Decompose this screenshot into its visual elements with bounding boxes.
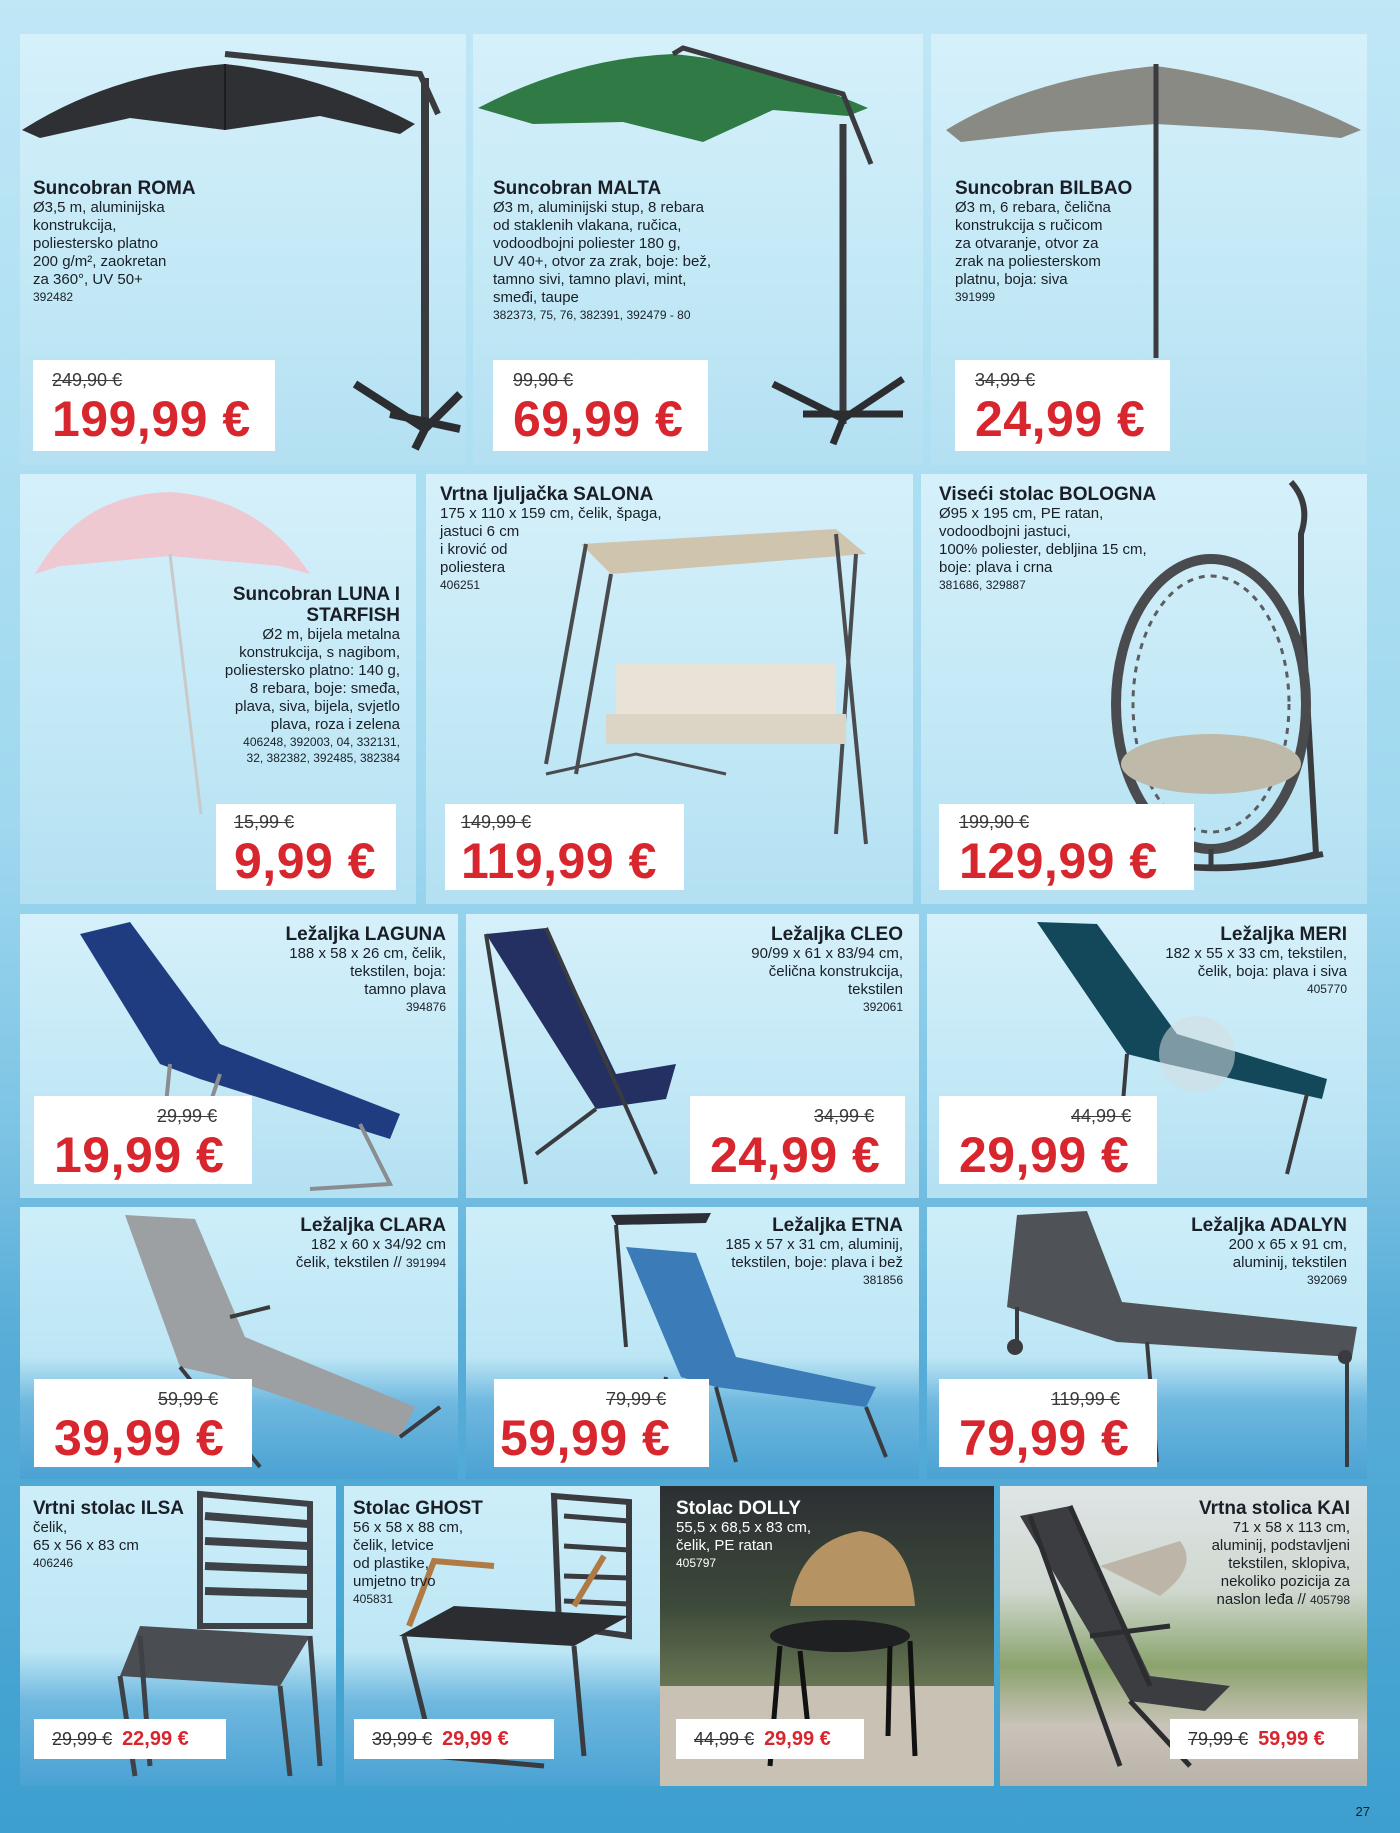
product-title: Suncobran ROMA <box>33 178 196 199</box>
product-card-bologna[interactable] <box>921 474 1367 904</box>
info-adalyn <box>1191 1215 1347 1288</box>
desc-line: 188 x 58 x 26 cm, čelik, <box>289 945 446 962</box>
old-price: 79,99 € <box>1188 1728 1249 1749</box>
info-ilsa <box>33 1498 184 1571</box>
desc-line: nekoliko pozicija za <box>1220 1573 1350 1590</box>
product-title: Suncobran BILBAO <box>955 178 1133 199</box>
info-etna <box>725 1215 903 1288</box>
product-title: STARFISH <box>306 605 400 626</box>
product-card-meri[interactable] <box>927 914 1367 1198</box>
desc-line: 182 x 60 x 34/92 cm <box>310 1236 446 1253</box>
old-price: 29,99 € <box>52 1728 113 1749</box>
new-price: 29,99 € <box>959 1127 1130 1183</box>
price-box <box>34 1096 252 1184</box>
desc-line: čelik, <box>33 1519 68 1536</box>
info-malta <box>493 178 711 323</box>
price-box <box>939 804 1194 890</box>
desc-line: boje: plava i crna <box>939 559 1053 576</box>
desc-line: čelik, letvice <box>353 1537 434 1554</box>
new-price: 119,99 € <box>461 833 657 889</box>
product-card-salona[interactable] <box>426 474 913 904</box>
product-card-etna[interactable] <box>466 1207 919 1479</box>
desc-line: 65 x 56 x 83 cm <box>33 1537 139 1554</box>
old-price: 15,99 € <box>234 812 295 832</box>
new-price: 199,99 € <box>52 391 251 447</box>
desc-text: naslon leđa // <box>1216 1591 1310 1608</box>
desc-line: 90/99 x 61 x 83/94 cm, <box>751 945 903 962</box>
product-code: 405831 <box>353 1592 394 1606</box>
desc-line: od staklenih vlakana, ručica, <box>493 217 682 234</box>
desc-line: smeđi, taupe <box>493 289 579 306</box>
price-box <box>955 360 1170 451</box>
product-card-cleo[interactable] <box>466 914 919 1198</box>
desc-line: 185 x 57 x 31 cm, aluminij, <box>725 1236 903 1253</box>
old-price: 44,99 € <box>694 1728 755 1749</box>
desc-line: čelična konstrukcija, <box>768 963 903 980</box>
desc-line: poliestera <box>440 559 506 576</box>
desc-line: jastuci 6 cm <box>440 523 520 540</box>
product-card-dolly[interactable] <box>660 1486 994 1786</box>
product-card-roma[interactable] <box>20 34 466 465</box>
desc-line: plava, siva, bijela, svjetlo <box>234 698 400 715</box>
desc-line: 200 x 65 x 91 cm, <box>1228 1236 1347 1253</box>
page-number: 27 <box>1355 1804 1370 1819</box>
desc-line: konstrukcija, <box>33 217 117 234</box>
desc-line: poliestersko platno <box>33 235 159 252</box>
price-box <box>493 360 708 451</box>
old-price: 79,99 € <box>606 1389 667 1409</box>
new-price: 39,99 € <box>54 1410 225 1466</box>
product-title: Viseći stolac BOLOGNA <box>939 484 1157 505</box>
product-card-malta[interactable] <box>473 34 923 465</box>
info-luna <box>225 584 400 766</box>
product-title: Ležaljka ADALYN <box>1191 1215 1347 1236</box>
info-ghost <box>353 1498 483 1607</box>
product-title: Ležaljka LAGUNA <box>285 924 446 945</box>
product-title: Vrtna stolica KAI <box>1199 1498 1350 1519</box>
old-price: 39,99 € <box>372 1728 433 1749</box>
new-price: 59,99 € <box>1258 1727 1325 1750</box>
old-price: 99,90 € <box>513 370 574 390</box>
new-price: 24,99 € <box>975 391 1146 447</box>
desc-line: konstrukcija s ručicom <box>955 217 1103 234</box>
product-code: 381686, 329887 <box>939 578 1026 592</box>
desc-line: tekstilen, boje: plava i bež <box>731 1254 903 1271</box>
desc-line: čelik, PE ratan <box>676 1537 773 1554</box>
product-code: 405770 <box>1306 982 1347 996</box>
new-price: 29,99 € <box>442 1727 509 1750</box>
new-price: 19,99 € <box>54 1127 225 1183</box>
new-price: 9,99 € <box>234 833 377 889</box>
desc-text: čelik, tekstilen // <box>295 1254 406 1271</box>
new-price: 79,99 € <box>959 1410 1130 1466</box>
desc-line: tekstilen, sklopiva, <box>1228 1555 1350 1572</box>
price-box <box>939 1379 1157 1467</box>
product-title: Vrtna ljuljačka SALONA <box>440 484 654 505</box>
desc-line: tekstilen, boja: <box>350 963 446 980</box>
info-roma <box>33 178 196 305</box>
product-code: 406248, 392003, 04, 332131, <box>243 735 400 749</box>
desc-line: za 360°, UV 50+ <box>33 271 143 288</box>
desc-line: 55,5 x 68,5 x 83 cm, <box>676 1519 812 1536</box>
product-title: Suncobran LUNA I <box>232 584 400 605</box>
desc-line: od plastike, <box>353 1555 429 1572</box>
product-title: Stolac DOLLY <box>676 1498 801 1519</box>
product-code: 381856 <box>862 1273 903 1287</box>
product-card-ilsa[interactable] <box>20 1486 336 1786</box>
product-code: 32, 382382, 392485, 382384 <box>246 751 400 765</box>
product-card-bilbao[interactable] <box>931 34 1367 465</box>
product-title: Ležaljka ETNA <box>772 1215 903 1236</box>
desc-line: aluminij, podstavljeni <box>1211 1537 1350 1554</box>
new-price: 24,99 € <box>710 1127 881 1183</box>
desc-line: UV 40+, otvor za zrak, boje: bež, <box>493 253 712 270</box>
info-meri <box>1165 924 1347 997</box>
price-box <box>939 1096 1157 1184</box>
info-bilbao <box>955 178 1132 305</box>
old-price: 149,99 € <box>461 812 532 832</box>
price-box <box>445 804 684 890</box>
old-price: 119,99 € <box>1051 1389 1120 1409</box>
desc-line: i krović od <box>440 541 508 558</box>
product-title: Ležaljka CLEO <box>771 924 903 945</box>
price-box <box>494 1379 709 1467</box>
product-card-kai[interactable] <box>1000 1486 1367 1786</box>
desc-line: Ø2 m, bijela metalna <box>262 626 400 643</box>
price-box <box>33 360 275 451</box>
new-price: 69,99 € <box>513 391 684 447</box>
desc-line: zrak na poliesterskom <box>955 253 1101 270</box>
new-price: 129,99 € <box>959 833 1158 889</box>
new-price: 22,99 € <box>122 1727 189 1750</box>
price-bar <box>1170 1719 1358 1759</box>
product-code: 405798 <box>1309 1593 1350 1607</box>
desc-line <box>1199 1591 1350 1609</box>
product-code: 405797 <box>676 1556 717 1570</box>
product-title: Ležaljka MERI <box>1220 924 1347 945</box>
product-card-ghost[interactable] <box>344 1486 660 1786</box>
price-box <box>34 1379 252 1467</box>
info-clara <box>296 1215 446 1272</box>
product-code: 392482 <box>33 290 74 304</box>
desc-line: konstrukcija, s nagibom, <box>239 644 400 661</box>
desc-line: čelik, boja: plava i siva <box>1197 963 1347 980</box>
desc-line: 175 x 110 x 159 cm, čelik, špaga, <box>440 505 662 522</box>
product-code: 406251 <box>440 578 481 592</box>
old-price: 29,99 € <box>157 1106 218 1126</box>
product-code: 406246 <box>33 1556 74 1570</box>
old-price: 34,99 € <box>814 1106 875 1126</box>
product-code: 391999 <box>955 290 996 304</box>
product-code: 394876 <box>405 1000 446 1014</box>
desc-line: Ø3,5 m, aluminijska <box>33 199 165 216</box>
product-code: 392061 <box>862 1000 903 1014</box>
new-price: 29,99 € <box>764 1727 831 1750</box>
product-card-laguna[interactable] <box>20 914 458 1198</box>
price-bar <box>676 1719 864 1759</box>
info-dolly <box>676 1498 811 1571</box>
info-kai <box>1199 1498 1350 1609</box>
price-bar <box>34 1719 226 1759</box>
product-card-luna[interactable] <box>20 474 416 904</box>
desc-line: 182 x 55 x 33 cm, tekstilen, <box>1165 945 1347 962</box>
desc-line: Ø95 x 195 cm, PE ratan, <box>939 505 1104 522</box>
desc-line: za otvaranje, otvor za <box>955 235 1099 252</box>
product-title: Ležaljka CLARA <box>300 1215 446 1236</box>
desc-line <box>296 1254 446 1272</box>
info-cleo <box>751 924 903 1015</box>
info-laguna <box>286 924 446 1015</box>
desc-line: tamno sivi, tamno plavi, mint, <box>493 271 687 288</box>
product-card-clara[interactable] <box>20 1207 458 1479</box>
price-bar <box>354 1719 554 1759</box>
desc-line: 200 g/m², zaokretan <box>33 253 167 270</box>
old-price: 44,99 € <box>1071 1106 1132 1126</box>
price-box <box>690 1096 905 1184</box>
desc-line: Ø3 m, 6 rebara, čelična <box>955 199 1111 216</box>
desc-line: aluminij, tekstilen <box>1232 1254 1347 1271</box>
desc-line: platnu, boja: siva <box>955 271 1068 288</box>
desc-line: 71 x 58 x 113 cm, <box>1232 1519 1350 1536</box>
old-price: 59,99 € <box>158 1389 219 1409</box>
old-price: 34,99 € <box>975 370 1036 390</box>
desc-line: vodoodbojni poliester 180 g, <box>493 235 681 252</box>
desc-line: 8 rebara, boje: smeđa, <box>249 680 400 697</box>
old-price: 249,90 € <box>52 370 123 390</box>
product-code: 382373, 75, 76, 382391, 392479 - 80 <box>493 308 691 322</box>
desc-line: tekstilen <box>847 981 903 998</box>
desc-line: umjetno trvo <box>353 1573 436 1590</box>
old-price: 199,90 € <box>959 812 1030 832</box>
desc-line: 100% poliester, debljina 15 cm, <box>939 541 1147 558</box>
info-bologna <box>939 484 1156 593</box>
product-card-adalyn[interactable] <box>927 1207 1367 1479</box>
info-salona <box>440 484 662 593</box>
product-title: Suncobran MALTA <box>493 178 662 199</box>
desc-line: 56 x 58 x 88 cm, <box>353 1519 464 1536</box>
product-code: 392069 <box>1306 1273 1347 1287</box>
product-title: Stolac GHOST <box>353 1498 483 1519</box>
new-price: 59,99 € <box>500 1410 671 1466</box>
price-box <box>216 804 396 890</box>
product-code: 391994 <box>405 1256 446 1270</box>
desc-line: Ø3 m, aluminijski stup, 8 rebara <box>493 199 704 216</box>
product-title: Vrtni stolac ILSA <box>33 1498 184 1519</box>
desc-line: vodoodbojni jastuci, <box>939 523 1071 540</box>
desc-line: poliestersko platno: 140 g, <box>224 662 400 679</box>
desc-line: plava, roza i zelena <box>270 716 400 733</box>
desc-line: tamno plava <box>364 981 446 998</box>
